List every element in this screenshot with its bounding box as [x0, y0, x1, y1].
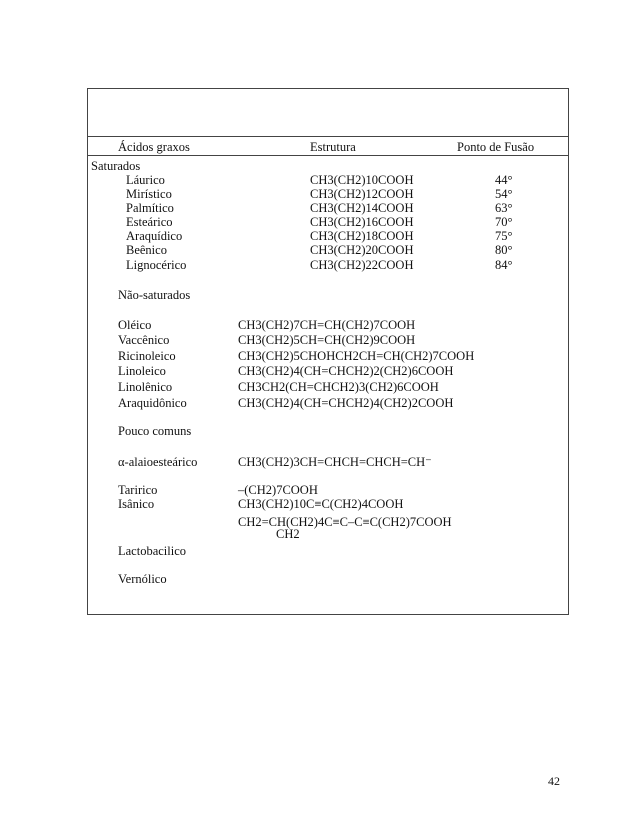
acid-melting-point: 80°: [495, 243, 513, 257]
acid-name: Vaccênico: [118, 333, 170, 347]
header-bottom-rule: [88, 155, 568, 156]
acid-formula: CH3(CH2)22COOH: [310, 258, 414, 272]
acid-formula: CH3(CH2)3CH=CHCH=CHCH=CH⁻: [238, 455, 432, 469]
acid-melting-point: 75°: [495, 229, 513, 243]
acid-name: α-alaioesteárico: [118, 455, 198, 469]
acid-name: Ricinoleico: [118, 349, 176, 363]
acid-name: Lactobacilico: [118, 544, 187, 558]
header-top-rule: [88, 136, 568, 137]
acid-formula: CH3(CH2)14COOH: [310, 201, 414, 215]
acid-melting-point: 44°: [495, 173, 513, 187]
acid-name: Láurico: [126, 173, 165, 187]
section-saturated: Saturados: [91, 159, 141, 173]
acid-formula: CH3CH2(CH=CHCH2)3(CH2)6COOH: [238, 380, 439, 394]
acid-formula: CH3(CH2)20COOH: [310, 243, 414, 257]
acid-name: Palmítico: [126, 201, 174, 215]
acid-formula: CH3(CH2)5CHOHCH2CH=CH(CH2)7COOH: [238, 349, 475, 363]
header-melting-point: Ponto de Fusão: [457, 140, 535, 154]
acid-name: Isânico: [118, 497, 155, 511]
acid-formula: CH3(CH2)10COOH: [310, 173, 414, 187]
acid-name: Taririco: [118, 483, 158, 497]
page-number: 42: [548, 774, 560, 788]
fatty-acids-table: [87, 88, 569, 615]
acid-name: Linoleico: [118, 364, 166, 378]
acid-name: Lignocérico: [126, 258, 187, 272]
acid-formula: CH3(CH2)4(CH=CHCH2)4(CH2)2COOH: [238, 396, 454, 410]
section-uncommon: Pouco comuns: [118, 424, 192, 438]
acid-formula: CH3(CH2)5CH=CH(CH2)9COOH: [238, 333, 416, 347]
acid-formula: CH3(CH2)10C≡C(CH2)4COOH: [238, 497, 404, 511]
acid-melting-point: 84°: [495, 258, 513, 272]
acid-name: Vernólico: [118, 572, 167, 586]
acid-formula: CH3(CH2)4(CH=CHCH2)2(CH2)6COOH: [238, 364, 454, 378]
acid-formula: CH2=CH(CH2)4C≡C–C≡C(CH2)7COOH: [238, 515, 452, 529]
acid-name: Mirístico: [126, 187, 172, 201]
acid-melting-point: 54°: [495, 187, 513, 201]
acid-name: Linolênico: [118, 380, 173, 394]
acid-formula: CH3(CH2)12COOH: [310, 187, 414, 201]
section-unsaturated: Não-saturados: [118, 288, 191, 302]
acid-formula-branch: CH2: [276, 527, 300, 541]
acid-melting-point: 70°: [495, 215, 513, 229]
acid-melting-point: 63°: [495, 201, 513, 215]
header-structure: Estrutura: [310, 140, 356, 154]
acid-name: Beênico: [126, 243, 167, 257]
acid-formula: CH3(CH2)7CH=CH(CH2)7COOH: [238, 318, 416, 332]
acid-formula: –(CH2)7COOH: [238, 483, 318, 497]
acid-formula: CH3(CH2)16COOH: [310, 215, 414, 229]
acid-name: Araquidônico: [118, 396, 187, 410]
acid-formula: CH3(CH2)18COOH: [310, 229, 414, 243]
header-acids: Ácidos graxos: [118, 140, 190, 154]
acid-name: Esteárico: [126, 215, 173, 229]
acid-name: Araquídico: [126, 229, 183, 243]
acid-name: Oléico: [118, 318, 152, 332]
